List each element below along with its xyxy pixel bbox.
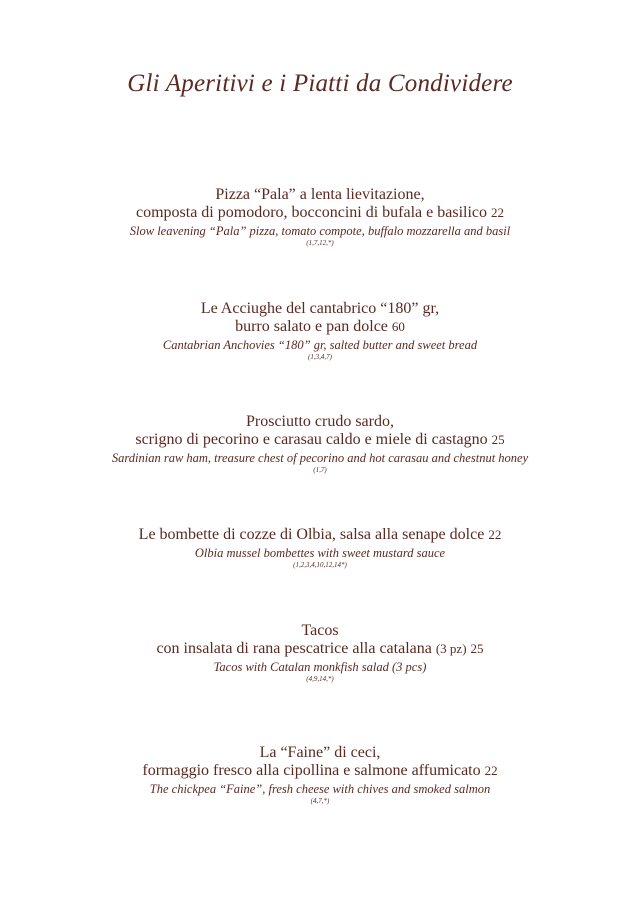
menu-item (0, 413, 640, 474)
dish-english-translation: Slow leavening “Pala” pizza, tomato compote, buffalo mozzarella and basil (129, 224, 511, 238)
dish-description: formaggio fresco alla cipollina e salmone affumicato (142, 762, 481, 779)
dish-english-translation: Cantabrian Anchovies “180” gr, salted butter and sweet bread (162, 338, 478, 352)
dish-english-translation: Sardinian raw ham, treasure chest of pecorino and hot carasau and chestnut honey (111, 451, 529, 465)
dish-description: con insalata di rana pescatrice alla catalana (156, 640, 432, 657)
dish-price: 25 (470, 641, 484, 656)
dish-price: 60 (391, 319, 405, 334)
dish-name: Le Acciughe del cantabrico “180” gr, (200, 300, 440, 317)
dish-quantity: (3 pz) (435, 641, 467, 656)
dish-allergens: (1,3,4,7) (308, 353, 332, 361)
dish-name: Prosciutto crudo sardo, (246, 413, 394, 430)
menu-item (0, 186, 640, 247)
dish-allergens: (4,9,14,*) (306, 675, 334, 683)
dish-description: scrigno di pecorino e carasau caldo e miele di castagno (135, 431, 488, 448)
dish-price: 22 (491, 205, 505, 220)
menu-item (0, 744, 640, 805)
menu-title: Gli Aperitivi e i Piatti da Condividere (127, 70, 513, 97)
dish-name: Le bombette di cozze di Olbia, salsa alla senape dolce (138, 526, 485, 543)
dish-english-translation: Olbia mussel bombettes with sweet mustard sauce (194, 546, 446, 560)
dish-allergens: (1,7,12,*) (306, 239, 334, 247)
dish-name: Pizza “Pala” a lenta lievitazione, (215, 186, 425, 203)
menu-item (0, 300, 640, 361)
dish-description: composta di pomodoro, bocconcini di bufala e basilico (135, 204, 488, 221)
dish-allergens: (1,7) (313, 466, 327, 474)
dish-english-translation: Tacos with Catalan monkfish salad (3 pcs) (213, 660, 427, 674)
dish-price: 25 (491, 432, 505, 447)
dish-english-translation: The chickpea “Faine”, fresh cheese with chives and smoked salmon (149, 782, 491, 796)
dish-allergens: (1,2,3,4,10,12,14*) (293, 561, 347, 569)
menu-item (0, 526, 640, 569)
dish-description: burro salato e pan dolce (235, 318, 388, 335)
dish-price: 22 (488, 527, 502, 542)
dish-name: La “Faine” di ceci, (259, 744, 381, 761)
menu-item (0, 622, 640, 683)
dish-name: Tacos (301, 622, 339, 639)
dish-allergens: (4,7,*) (310, 797, 330, 805)
dish-price: 22 (484, 763, 498, 778)
